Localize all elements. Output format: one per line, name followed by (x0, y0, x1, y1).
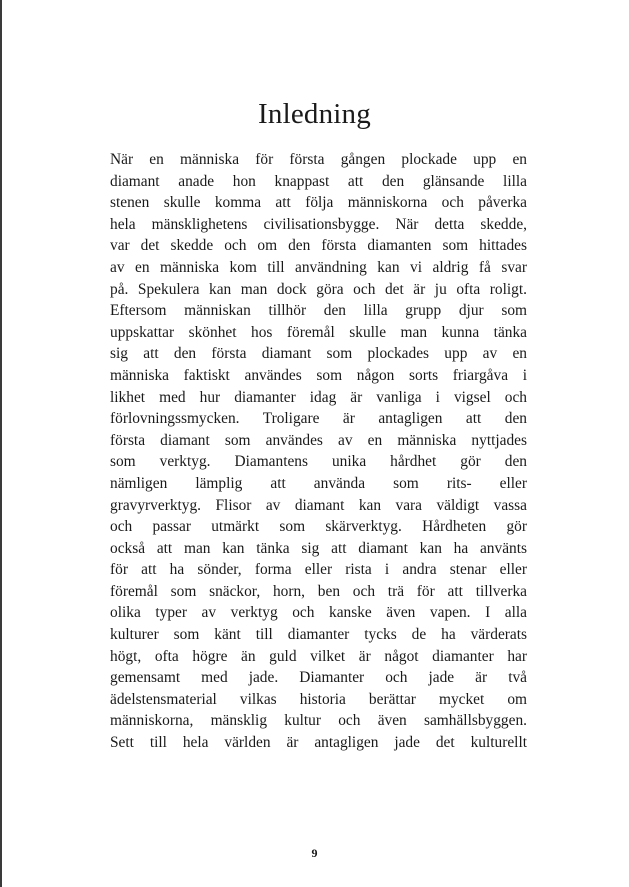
text-line: När en människa för första gången plockade upp en (110, 151, 527, 168)
text-line: Sett till hela världen är antagligen jade det kulturellt (110, 734, 527, 752)
text-line: stenen skulle komma att följa människorna och påverka (110, 194, 527, 212)
text-line: Eftersom människan tillhör den lilla grupp djur som (110, 302, 527, 320)
text-line: av en människa kom till användning kan vi aldrig få svar (110, 258, 527, 276)
text-line: människa faktiskt användes som någon sorts friargåva i (110, 366, 527, 384)
text-line: var det skedde och om den första diamanten som hittades (110, 237, 527, 255)
text-line: kulturer som känt till diamanter tycks de ha värderats (110, 626, 527, 644)
text-line: på. Spekulera kan man dock göra och det är ju ofta roligt. (110, 280, 527, 298)
text-line: sig att den första diamant som plockades upp av en (110, 345, 527, 363)
text-line: gemensamt med jade. Diamanter och jade är två (110, 669, 527, 687)
text-line: för att ha sönder, forma eller rista i andra stenar eller (110, 561, 527, 579)
text-line: människorna, mänsklig kultur och även samhällsbyggen. (110, 712, 527, 730)
text-line: uppskattar skönhet hos föremål skulle man kunna tänka (110, 323, 527, 341)
text-line: olika typer av verktyg och kanske även vapen. I alla (110, 604, 527, 622)
text-line: diamant anade hon knappast att den glänsande lilla (110, 172, 527, 190)
body-text (110, 149, 527, 754)
text-line: hela mänsklighetens civilisationsbygge. När detta skedde, (110, 215, 527, 233)
text-line: och passar utmärkt som skärverktyg. Hårdheten gör (110, 518, 527, 536)
text-line: gravyrverktyg. Flisor av diamant kan vara väldigt vassa (110, 496, 527, 514)
text-line: nämligen lämplig att använda som rits- eller (110, 474, 527, 492)
page-left-edge (0, 0, 2, 887)
text-line: första diamant som användes av en människa nyttjades (110, 431, 527, 449)
text-line: högt, ofta högre än guld vilket är något diamanter har (110, 647, 527, 665)
page-title: Inledning (258, 98, 371, 130)
text-line: föremål som snäckor, horn, ben och trä för att tillverka (110, 582, 527, 600)
text-line: som verktyg. Diamantens unika hårdhet gör den (110, 453, 527, 471)
text-line: ädelstensmaterial vilkas historia berättar mycket om (110, 690, 527, 708)
text-line: likhet med hur diamanter idag är vanliga i vigsel och (110, 388, 527, 406)
page-number: 9 (311, 846, 318, 860)
text-line: också att man kan tänka sig att diamant kan ha använts (110, 539, 527, 557)
text-line: förlovningssmycken. Troligare är antagligen att den (110, 410, 527, 428)
